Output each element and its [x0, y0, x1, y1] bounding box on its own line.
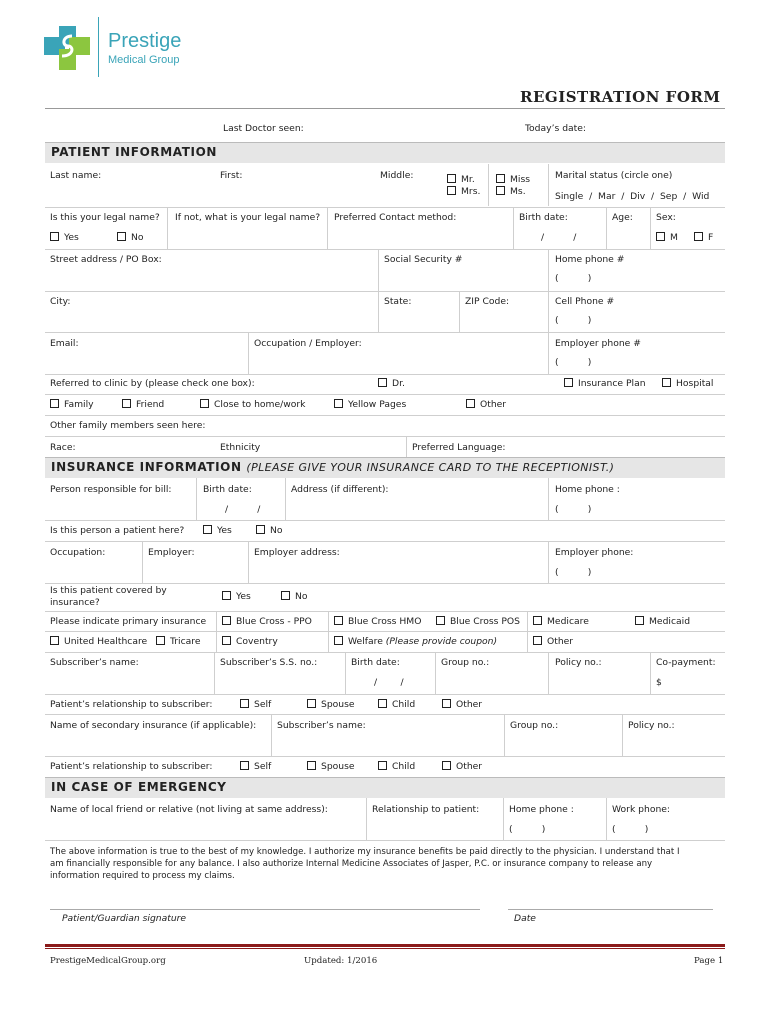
referral-friend-checkbox[interactable]: Friend	[122, 399, 164, 411]
race-label: Race:	[50, 442, 76, 453]
sex-label: Sex:	[656, 212, 676, 223]
covered-no-checkbox[interactable]: No	[281, 591, 308, 603]
insurance-occupation-label: Occupation:	[50, 547, 106, 558]
medicare-checkbox[interactable]: Medicare	[533, 616, 589, 628]
secondary-subscriber-name-label: Subscriber’s name:	[277, 720, 366, 731]
policy-number-label: Policy no.:	[555, 657, 602, 668]
logo-subtitle: Medical Group	[108, 54, 180, 66]
referral-yellow-pages-checkbox[interactable]: Yellow Pages	[334, 399, 406, 411]
relationship-self-checkbox[interactable]: Self	[240, 699, 271, 711]
employer-phone-label: Employer phone #	[555, 338, 641, 349]
date-label: Date	[514, 913, 536, 924]
insurance-employer-phone-label: Employer phone:	[555, 547, 634, 558]
emergency-work-phone-field[interactable]: ( )	[612, 824, 649, 835]
relationship2-other-checkbox[interactable]: Other	[442, 761, 482, 773]
sex-m-checkbox[interactable]: M	[656, 232, 678, 244]
signature-label: Patient/Guardian signature	[62, 913, 187, 924]
todays-date-label: Today’s date:	[525, 123, 587, 134]
referral-label: Referred to clinic by (please check one box):	[50, 378, 255, 389]
primary-insurance-label: Please indicate primary insurance	[50, 616, 207, 627]
ssn-label: Social Security #	[384, 254, 463, 265]
preferred-language-label: Preferred Language:	[412, 442, 506, 453]
subscriber-birth-date-slashes[interactable]: / /	[374, 677, 404, 688]
relationship2-self-checkbox[interactable]: Self	[240, 761, 271, 773]
insurance-birth-date-slashes[interactable]: / /	[225, 504, 261, 515]
title-ms-checkbox[interactable]: Ms.	[496, 186, 526, 198]
bc-hmo-checkbox[interactable]: Blue Cross HMO	[334, 616, 421, 628]
is-patient-question: Is this person a patient here?	[50, 525, 185, 536]
signature-line[interactable]	[50, 909, 480, 910]
referral-hospital-checkbox[interactable]: Hospital	[662, 378, 714, 390]
authorization-statement-line3: information required to process my claims.	[50, 871, 235, 881]
street-address-label: Street address / PO Box:	[50, 254, 162, 265]
co-payment-field[interactable]: $	[656, 677, 662, 688]
covered-question-line2: insurance?	[50, 597, 100, 608]
form-title: REGISTRATION FORM	[520, 88, 721, 106]
subscriber-ss-label: Subscriber’s S.S. no.:	[220, 657, 318, 668]
relationship-child-checkbox[interactable]: Child	[378, 699, 415, 711]
secondary-policy-label: Policy no.:	[628, 720, 675, 731]
birth-date-slashes[interactable]: / /	[541, 232, 577, 243]
insurance-birth-date-label: Birth date:	[203, 484, 252, 495]
employer-address-label: Employer address:	[254, 547, 340, 558]
email-label: Email:	[50, 338, 79, 349]
emergency-header: IN CASE OF EMERGENCY	[45, 777, 725, 798]
legal-name-alt-label: If not, what is your legal name?	[175, 212, 321, 223]
zip-label: ZIP Code:	[465, 296, 510, 307]
title-mr-checkbox[interactable]: Mr.	[447, 174, 475, 186]
referral-other-checkbox[interactable]: Other	[466, 399, 506, 411]
emergency-work-phone-label: Work phone:	[612, 804, 671, 815]
referral-close-checkbox[interactable]: Close to home/work	[200, 399, 305, 411]
middle-name-label: Middle:	[380, 170, 414, 181]
tricare-checkbox[interactable]: Tricare	[156, 636, 201, 648]
responsible-person-label: Person responsible for bill:	[50, 484, 172, 495]
logo-name: Prestige	[108, 30, 182, 52]
cell-phone-label: Cell Phone #	[555, 296, 615, 307]
secondary-insurance-label: Name of secondary insurance (if applicable):	[50, 720, 257, 731]
relationship-spouse-checkbox[interactable]: Spouse	[307, 699, 355, 711]
occupation-employer-label: Occupation / Employer:	[254, 338, 362, 349]
insurance-other-checkbox[interactable]: Other	[533, 636, 573, 648]
insurance-address-label: Address (if different):	[291, 484, 389, 495]
footer-page-number: Page 1	[694, 956, 724, 966]
first-name-label: First:	[220, 170, 243, 181]
last-doctor-label: Last Doctor seen:	[223, 123, 304, 134]
relationship-label: Patient’s relationship to subscriber:	[50, 699, 213, 710]
bc-ppo-checkbox[interactable]: Blue Cross - PPO	[222, 616, 312, 628]
patient-information-header: PATIENT INFORMATION	[45, 142, 725, 163]
birth-date-label: Birth date:	[519, 212, 568, 223]
legal-yes-checkbox[interactable]: Yes	[50, 232, 79, 244]
emergency-home-phone-label: Home phone :	[509, 804, 574, 815]
is-patient-yes-checkbox[interactable]: Yes	[203, 525, 232, 537]
covered-yes-checkbox[interactable]: Yes	[222, 591, 251, 603]
city-label: City:	[50, 296, 71, 307]
referral-insurance-plan-checkbox[interactable]: Insurance Plan	[564, 378, 646, 390]
title-mrs-checkbox[interactable]: Mrs.	[447, 186, 480, 198]
subscriber-name-label: Subscriber’s name:	[50, 657, 139, 668]
other-family-label: Other family members seen here:	[50, 420, 206, 431]
authorization-statement-line2: am financially responsible for any balance. I also authorize Internal Medicine Associates of Jasper, P.C. or insurance company to release any	[50, 859, 653, 869]
emergency-name-label: Name of local friend or relative (not living at same address):	[50, 804, 328, 815]
is-patient-no-checkbox[interactable]: No	[256, 525, 283, 537]
relationship-other-checkbox[interactable]: Other	[442, 699, 482, 711]
authorization-statement-line1: The above information is true to the best of my knowledge. I authorize my insurance benefits be paid directly to the physician. I understand that I	[50, 847, 680, 857]
state-label: State:	[384, 296, 412, 307]
relationship2-child-checkbox[interactable]: Child	[378, 761, 415, 773]
referral-family-checkbox[interactable]: Family	[50, 399, 94, 411]
welfare-checkbox[interactable]: Welfare (Please provide coupon)	[334, 636, 497, 648]
co-payment-label: Co-payment:	[656, 657, 716, 668]
insurance-information-header: INSURANCE INFORMATION (PLEASE GIVE YOUR INSURANCE CARD TO THE RECEPTIONIST.)	[45, 457, 725, 478]
marital-status-label: Marital status (circle one)	[555, 170, 673, 181]
title-miss-checkbox[interactable]: Miss	[496, 174, 530, 186]
relationship2-spouse-checkbox[interactable]: Spouse	[307, 761, 355, 773]
home-phone-label: Home phone #	[555, 254, 625, 265]
legal-no-checkbox[interactable]: No	[117, 232, 144, 244]
insurance-home-phone-label: Home phone :	[555, 484, 620, 495]
preferred-contact-label: Preferred Contact method:	[334, 212, 457, 223]
insurance-employer-phone-field[interactable]: ( )	[555, 567, 592, 578]
date-line[interactable]	[508, 909, 713, 910]
medical-cross-logo-icon	[44, 22, 92, 72]
bc-pos-checkbox[interactable]: Blue Cross POS	[436, 616, 520, 628]
subscriber-birth-date-label: Birth date:	[351, 657, 400, 668]
marital-status-options[interactable]: Single / Mar / Div / Sep / Wid	[555, 191, 710, 202]
coventry-checkbox[interactable]: Coventry	[222, 636, 278, 648]
insurance-home-phone-field[interactable]: ( )	[555, 504, 592, 515]
covered-question-line1: Is this patient covered by	[50, 585, 167, 596]
age-label: Age:	[612, 212, 633, 223]
sex-f-checkbox[interactable]: F	[694, 232, 713, 244]
emergency-home-phone-field[interactable]: ( )	[509, 824, 546, 835]
footer-website: PrestigeMedicalGroup.org	[50, 956, 166, 966]
legal-name-question: Is this your legal name?	[50, 212, 160, 223]
medicaid-checkbox[interactable]: Medicaid	[635, 616, 690, 628]
referral-dr-checkbox[interactable]: Dr.	[378, 378, 405, 390]
uhc-checkbox[interactable]: United Healthcare	[50, 636, 147, 648]
last-name-label: Last name:	[50, 170, 102, 181]
secondary-group-label: Group no.:	[510, 720, 559, 731]
cell-phone-field[interactable]: ( )	[555, 315, 592, 326]
employer-phone-field[interactable]: ( )	[555, 357, 592, 368]
home-phone-field[interactable]: ( )	[555, 273, 592, 284]
emergency-relationship-label: Relationship to patient:	[372, 804, 480, 815]
insurance-employer-label: Employer:	[148, 547, 195, 558]
footer-rule	[45, 944, 725, 947]
group-number-label: Group no.:	[441, 657, 490, 668]
ethnicity-label: Ethnicity	[220, 442, 261, 453]
relationship-label-2: Patient’s relationship to subscriber:	[50, 761, 213, 772]
footer-updated: Updated: 1/2016	[304, 956, 378, 966]
